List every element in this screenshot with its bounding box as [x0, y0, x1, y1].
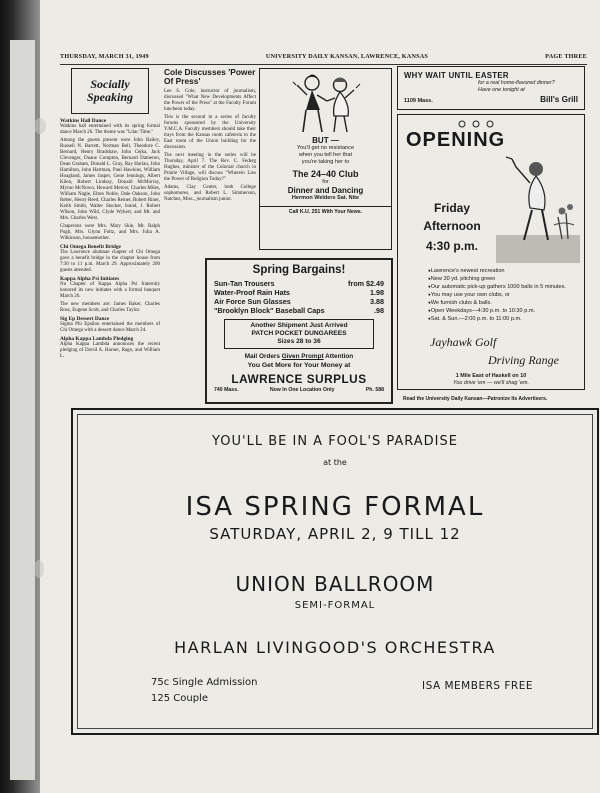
society-item-body: Alpha Kappa Lambda announces the recent pledging of David A. Harner, Rago, and William L.: [60, 342, 160, 359]
bargain-item-price: .98: [374, 306, 384, 315]
bills-line2: Have one tonight at: [478, 87, 525, 93]
formal-title: ISA SPRING FORMAL: [185, 492, 485, 522]
mail-text-b: Given Prompt: [281, 353, 324, 360]
dungarees-box: [224, 319, 374, 349]
admission-single: 75c Single Admission: [151, 677, 258, 688]
society-item-body: Chaperons were Mrs. Mary Skie, Mr. Ralph Pugh, Mrs. Glynn Foltz, and Mrs. Julia A. Wilkinson, housemother.: [60, 224, 160, 241]
bargain-item-name: Water-Proof Rain Hats: [214, 288, 291, 297]
golfer-illustration: [496, 155, 580, 265]
formal-tagline: YOU'LL BE IN A FOOL'S PARADISE: [212, 434, 458, 449]
bargain-item-name: "Brooklyn Block" Baseball Caps: [214, 306, 325, 315]
admission-couple: 125 Couple: [151, 693, 208, 704]
cole-paragraph: Lee S. Cole, instructor of journalism, discussed "What New Developments Affect the Power of the Press" at the Faculty Forum luncheon today.: [164, 89, 256, 112]
cole-article: [164, 68, 256, 254]
club-for: for: [322, 179, 329, 185]
formal-members-free: ISA MEMBERS FREE: [422, 680, 533, 692]
golf-opening-ad: [397, 114, 585, 390]
club-line2: when you tell her that: [298, 152, 353, 158]
store-name: LAWRENCE SURPLUS: [231, 372, 367, 386]
bills-grill-ad: [397, 66, 585, 110]
newspaper-page: [40, 0, 600, 793]
society-column: [60, 68, 160, 388]
paper-damage: [34, 560, 44, 578]
previous-page-edge: [10, 40, 36, 780]
store-address: 740 Mass.: [214, 387, 239, 393]
bargain-item: [214, 297, 384, 306]
mail-text-a: Mail Orders: [244, 353, 282, 360]
more-money-line: You Get More for Your Money at: [247, 362, 351, 369]
club-name: The 24–40 Club: [292, 169, 359, 179]
bills-line1: for a real home-flavored dinner?: [478, 80, 555, 86]
bargain-item-price: 1.98: [370, 288, 384, 297]
bargain-item-price: from $2.49: [348, 279, 384, 288]
cole-paragraph: This is the second in a series of faculty forums sponsored by the University Y.M.C.A. Faculty members should take their trays from the Kansas room cafeteria to the East room of the Union building for the discussion.: [164, 115, 256, 150]
opening-feature-list: [428, 267, 578, 323]
running-head: [60, 53, 587, 65]
driving-range-logo: Driving Range: [488, 353, 559, 367]
dancing-couple-illustration: [286, 73, 366, 135]
store-location: Now In One Location Only: [269, 387, 335, 393]
society-heading: [71, 68, 149, 114]
feature-item: ● We furnish clubs & balls.: [428, 299, 578, 307]
club-line3: you're taking her to: [301, 159, 350, 165]
header-date: THURSDAY, MARCH 31, 1949: [60, 53, 149, 60]
paper-damage: [34, 118, 46, 134]
store-phone: Ph. 588: [365, 387, 384, 393]
golf-balls-icon: [456, 119, 496, 129]
society-item-head: Watkins Hall Dance: [60, 118, 107, 124]
club-but: BUT —: [312, 136, 339, 145]
cole-paragraph: Adams, Clay Center, both College sophomores, and Robert L. Simmerson, Natchez, Miss., journalism junior.: [164, 185, 256, 202]
bargain-item-name: Sun-Tan Trousers: [214, 279, 275, 288]
cole-paragraph: The next meeting in the series will be Thursday, April 7. The Rev. C. Federg Hughes, minister of the Colonial church in Prairie Village, will discuss "Wherein Lies the Power of Religion Today?": [164, 153, 256, 182]
ship-line1: Another Shipment Just Arrived: [250, 322, 348, 329]
society-title-line2: Speaking: [86, 90, 133, 104]
store-footer: [214, 387, 384, 393]
bills-name: Bill's Grill: [540, 95, 578, 104]
formal-orchestra: HARLAN LIVINGOOD'S ORCHESTRA: [174, 638, 496, 657]
feature-item: ● New 30 yd. pitching green: [428, 275, 578, 283]
bargain-item-name: Air Force Sun Glasses: [214, 297, 291, 306]
spring-bargains-ad: [205, 258, 393, 404]
ship-line3: Sizes 28 to 36: [277, 338, 321, 345]
header-page-number: PAGE THREE: [545, 53, 587, 60]
feature-item: ● Lawrence's newest recreation: [428, 267, 578, 275]
formal-at-the: at the: [323, 458, 347, 467]
society-item-body: Watkins hall entertained with its spring formal dance March 26. The theme was "Lilac Time.": [60, 124, 160, 135]
opening-title: OPENING: [406, 129, 506, 151]
bills-address: 1109 Mass.: [404, 98, 433, 104]
society-item-head: Sig Ep Dessert Dance: [60, 316, 110, 322]
society-item-body: Nu Chapter of Kappa Alpha Psi fraternity honored its new initiates with a formal banquet March 26.: [60, 282, 160, 299]
mail-text-c: Attention: [323, 353, 354, 360]
feature-item: ● You may use your own clubs, or: [428, 291, 578, 299]
bills-headline: WHY WAIT UNTIL EASTER: [404, 71, 509, 80]
ship-line2: PATCH POCKET DUNGAREES: [251, 330, 347, 337]
jayhawk-golf-logo: Jayhawk Golf: [430, 335, 497, 349]
range-slogan: You drive 'em — we'll shag 'em.: [453, 380, 529, 386]
read-kansan-tagline: Read the University Daily Kansan—Patronize Its Advertisers.: [403, 396, 548, 402]
cole-headline: Cole Discusses 'Power Of Press': [164, 68, 256, 86]
mail-orders-line: [214, 353, 384, 360]
bargain-item-price: 3.88: [370, 297, 384, 306]
bargain-item: [214, 288, 384, 297]
feature-item: ● Our automatic pick-up gathers 1000 balls in 5 minutes.: [428, 283, 578, 291]
feature-item: ● Sat. & Sun.—2:00 p.m. to 11:00 p.m.: [428, 315, 578, 323]
header-masthead: UNIVERSITY DAILY KANSAN, LAWRENCE, KANSAS: [265, 53, 429, 60]
society-item-body: Among the guests present were John Bailey, Russell N. Barrett, Norman Bell, Theodore C. Bernard, Henry Bradshaw, John Cejka, Jack Clevenger, Duane Compton, Bernard Dameron, Dean Graham, Donald L. Gray, Ray Harlan, John Hamilton, John Hartman, Paul Hawkins, William Hoagland, James Jasper, Gene Jennings, Albert Kilen, Robert Lindsay, Donald McMurray, Myron McNown, Howard Mercer, Charles Miles, William Nagle, Elton Noble, Dale Oakson, John Reber, Henry Reed, Charles Reiner, Robert Riner, Keith Smith, Walter Stucker, brand, J. Robert Wilson, John Wild, Clyde Wykert, and Mr. and Mrs. Charles West.: [60, 138, 160, 221]
society-item-head: Alpha Kappa Lambda Pledging: [60, 336, 134, 342]
society-item-body: The Lawrence alumnae chapter of Chi Omega gave a benefit bridge in the chapter house from 7:30 to 11 p.m. March 29. Approximately 200 guests attended.: [60, 250, 160, 273]
formal-admission: [151, 675, 258, 707]
isa-spring-formal-ad: [71, 408, 599, 735]
range-location: 1 Mile East of Haskell on 10: [455, 373, 527, 379]
bargain-heading: Spring Bargains!: [252, 264, 346, 276]
society-item-body: Sigma Phi Epsilon entertained the members of Chi Omega with a dessert dance March 24.: [60, 322, 160, 333]
bargain-item: [214, 306, 384, 315]
club-band: Hermon Welders Sat. Nite: [291, 195, 360, 201]
society-item-head: Kappa Alpha Psi Initiates: [60, 276, 120, 282]
club-dinner-dancing: Dinner and Dancing: [287, 186, 364, 195]
feature-item: ● Open Weekdays—4:30 p.m. to 10:30 p.m.: [428, 307, 578, 315]
formal-venue: UNION BALLROOM: [235, 572, 435, 596]
opening-day: Friday: [433, 201, 470, 215]
opening-time: 4:30 p.m.: [425, 239, 479, 253]
society-item-head: Chi Omega Benefit Bridge: [60, 244, 121, 250]
opening-afternoon: Afternoon: [423, 219, 481, 233]
club-call-line: Call K.U. 251 With Your News.: [260, 206, 391, 215]
bargain-item: [214, 279, 384, 288]
club-line1: You'll get no resistance: [296, 145, 355, 151]
society-title-line1: Socially: [90, 77, 130, 91]
society-item-body: The new members are: James Baker, Charles Ross, Eugene Scott, and Charles Taylor.: [60, 302, 160, 313]
formal-dress: SEMI-FORMAL: [294, 600, 376, 611]
formal-date: SATURDAY, APRIL 2, 9 TILL 12: [209, 525, 461, 543]
club-2440-ad: [259, 68, 392, 250]
